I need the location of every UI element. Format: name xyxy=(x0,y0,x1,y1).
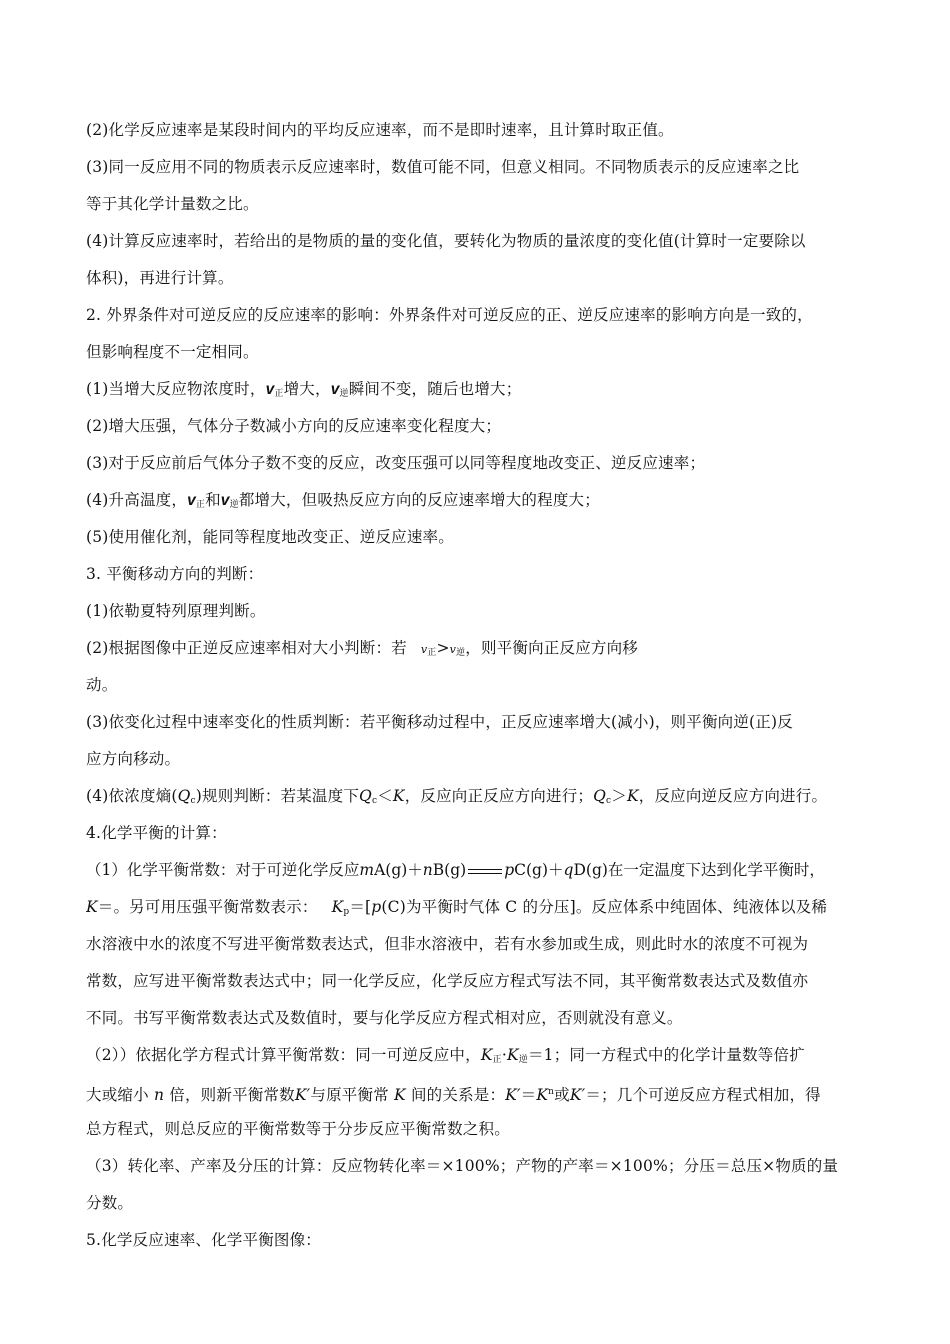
text-run: 都增大，但吸热反应方向的反应速率增大的程度大； xyxy=(238,491,600,509)
text-run: ，反应向逆反应方向进行。 xyxy=(638,787,828,805)
text-line: (5)使用催化剂，能同等程度地改变正、逆反应速率。 xyxy=(86,528,454,546)
section-heading-2: 2. 外界条件对可逆反应的反应速率的影响：外界条件对可逆反应的正、逆反应速率的影响方向是一致的， xyxy=(86,306,813,324)
k-symbol: K xyxy=(394,1086,406,1104)
k-symbol: K xyxy=(480,1046,493,1064)
text-run: ，则平衡向正反应方向移 xyxy=(465,639,638,657)
v-symbol: v xyxy=(420,643,428,656)
text-run: B(g) xyxy=(432,861,467,879)
text-run: )规则判断：若某温度下 xyxy=(195,787,360,805)
v-symbol: v xyxy=(449,643,457,656)
k-prime-symbol: K′ xyxy=(505,1086,521,1104)
document-body xyxy=(86,112,876,1259)
text-line: (1)依勒夏特列原理判断。 xyxy=(86,602,266,620)
superscript: n xyxy=(548,1087,555,1097)
section-heading-5: 5.化学反应速率、化学平衡图像： xyxy=(86,1231,321,1249)
p-symbol: p xyxy=(371,898,382,916)
q-symbol: Q xyxy=(359,787,372,805)
coef-p: p xyxy=(504,861,515,879)
k-prime-symbol: K′ xyxy=(569,1086,586,1104)
text-line-concentration xyxy=(86,371,876,408)
text-line: 不同。书写平衡常数表达式及数值时，要与化学反应方程式相对应，否则就没有意义。 xyxy=(86,1009,683,1027)
v-symbol: v xyxy=(330,381,340,398)
text-line: 分数。 xyxy=(86,1194,134,1212)
text-run: ＝1；同一方程式中的化学计量数等倍扩 xyxy=(527,1046,805,1064)
subscript: c xyxy=(190,796,196,806)
text-line: 体积)，再进行计算。 xyxy=(86,269,234,287)
n-symbol: n xyxy=(153,1086,165,1104)
text-line: （3）转化率、产率及分压的计算：反应物转化率＝×100%；产物的产率＝×100%；分压＝总压×物质的量 xyxy=(86,1157,839,1175)
text-run: ＝；几个可逆反应方程式相加，得 xyxy=(585,1086,821,1104)
text-line: (2)增大压强，气体分子数减小方向的反应速率变化程度大； xyxy=(86,417,502,435)
text-line-k-product xyxy=(86,1037,876,1074)
k-symbol: K xyxy=(392,787,405,805)
text-line-equilibrium-constant xyxy=(86,852,876,889)
text-line: 水溶液中水的浓度不写进平衡常数表达式，但非水溶液中，若有水参加或生成，则此时水的浓度不可视为 xyxy=(86,935,809,953)
subscript: c xyxy=(371,796,378,806)
text-line: (3)对于反应前后气体分子数不变的反应，改变压强可以同等程度地改变正、逆反应速率； xyxy=(86,454,706,472)
operator: ＞ xyxy=(611,787,627,805)
text-line: (3)依变化过程中速率变化的性质判断：若平衡移动过程中，正反应速率增大(减小)，则平衡向逆(正)反 xyxy=(86,713,793,731)
text-line-qc-rule xyxy=(86,778,876,815)
operator: ＝ xyxy=(520,1086,537,1104)
text-run: 增大， xyxy=(283,380,331,398)
text-line: (4)计算反应速率时，若给出的是物质的量的变化值，要转化为物质的量浓度的变化值(计算时一定要除以 xyxy=(86,232,806,250)
text-line: 等于其化学计量数之比。 xyxy=(86,195,259,213)
section-heading-4: 4.化学平衡的计算： xyxy=(86,824,227,842)
text-line: 常数，应写进平衡常数表达式中；同一化学反应，化学反应方程式写法不同，其平衡常数表达式及数值亦 xyxy=(86,972,809,990)
text-run: ＝。另可用压强平衡常数表示： xyxy=(97,898,318,916)
text-run: (4)依浓度熵( xyxy=(86,787,178,805)
text-run: D(g)在一定温度下达到化学平衡时， xyxy=(573,861,825,879)
text-run: 与原平衡常 xyxy=(310,1086,389,1104)
coef-n: n xyxy=(422,861,433,879)
text-line: 总方程式，则总反应的平衡常数等于分步反应平衡常数之积。 xyxy=(86,1120,510,1138)
subscript: p xyxy=(343,907,350,917)
q-symbol: Q xyxy=(593,787,607,805)
text-run: （2））依据化学方程式计算平衡常数：同一可逆反应中， xyxy=(86,1046,481,1064)
text-run: (1)当增大反应物浓度时， xyxy=(86,380,266,398)
k-symbol: K xyxy=(506,1046,519,1064)
v-symbol: v xyxy=(220,492,230,509)
text-run: 和 xyxy=(205,491,221,509)
k-symbol: K xyxy=(331,898,344,916)
subscript: c xyxy=(606,796,612,806)
text-run: (4)升高温度， xyxy=(86,491,188,509)
operator: ＜ xyxy=(377,787,393,805)
text-run: C(g)＋ xyxy=(514,861,564,879)
text-line: 应方向移动。 xyxy=(86,750,181,768)
subscript: 正 xyxy=(274,389,284,399)
v-symbol: v xyxy=(187,492,196,509)
subscript: 逆 xyxy=(456,648,466,658)
text-run: A(g)＋ xyxy=(374,861,423,879)
v-symbol: v xyxy=(265,381,275,398)
k-prime-symbol: K′ xyxy=(294,1086,311,1104)
subscript: 正 xyxy=(427,648,437,658)
subscript: 正 xyxy=(492,1055,502,1065)
subscript: 正 xyxy=(195,500,206,510)
k-symbol: K xyxy=(86,898,98,916)
text-run: 或 xyxy=(554,1086,570,1104)
coef-q: q xyxy=(563,861,574,879)
section-heading-3: 3. 平衡移动方向的判断： xyxy=(86,565,264,583)
text-line: (3)同一反应用不同的物质表示反应速率时，数值可能不同，但意义相同。不同物质表示的反应速率之比 xyxy=(86,158,800,176)
subscript: 逆 xyxy=(229,500,239,510)
text-run: 倍，则新平衡常数 xyxy=(169,1086,295,1104)
subscript: 逆 xyxy=(339,389,349,399)
text-run: （1）化学平衡常数：对于可逆化学反应 xyxy=(86,861,360,879)
text-run: 大或缩小 xyxy=(86,1086,149,1104)
text-line-k-scaling xyxy=(86,1074,876,1111)
operator: > xyxy=(436,639,450,657)
text-line-graph-judgement xyxy=(86,630,876,667)
operator: · xyxy=(501,1046,507,1064)
text-run: (2)根据图像中正逆反应速率相对大小判断：若 xyxy=(86,639,407,657)
subscript: 逆 xyxy=(518,1055,528,1065)
text-line: (2)化学反应速率是某段时间内的平均反应速率，而不是即时速率，且计算时取正值。 xyxy=(86,121,674,139)
text-run: (C)为平衡时气体 C 的分压]。反应体系中纯固体、纯液体以及稀 xyxy=(381,898,828,916)
k-symbol: K xyxy=(626,787,639,805)
k-symbol: K xyxy=(536,1086,549,1104)
coef-m: m xyxy=(359,861,375,879)
reversible-arrow-icon xyxy=(468,866,502,876)
text-line: 但影响程度不一定相同。 xyxy=(86,343,259,361)
text-run: ，反应向正反应方向进行； xyxy=(404,787,594,805)
text-line: 动。 xyxy=(86,676,118,694)
text-run: ＝[ xyxy=(349,898,372,916)
text-run: 瞬间不变，随后也增大； xyxy=(348,380,522,398)
text-line-temperature xyxy=(86,482,876,519)
text-line-kp xyxy=(86,889,876,926)
q-symbol: Q xyxy=(177,787,191,805)
text-run: 间的关系是： xyxy=(410,1086,506,1104)
